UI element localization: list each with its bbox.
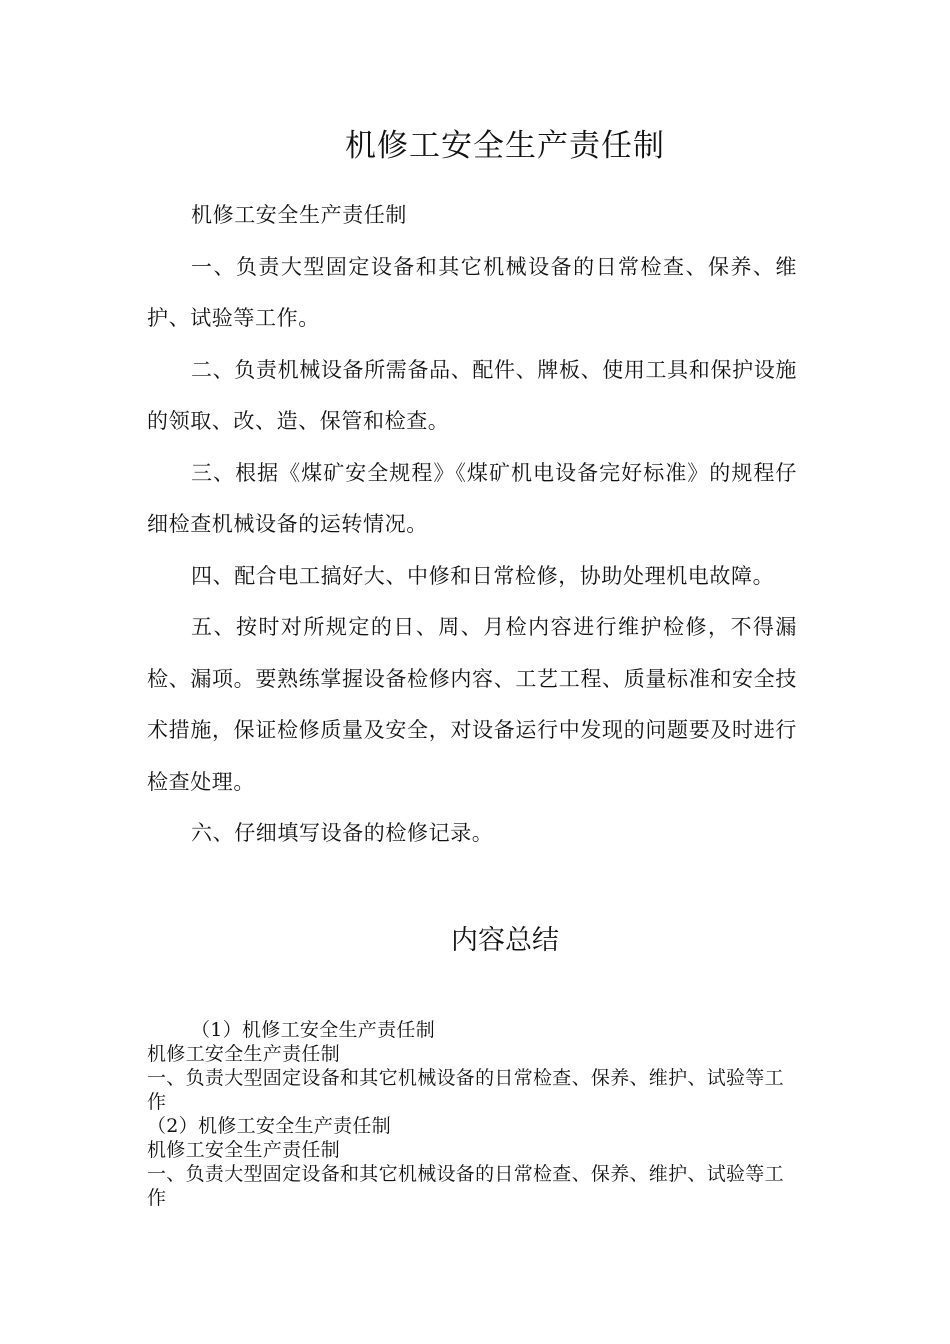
paragraph-item-2: 二、负责机械设备所需备品、配件、牌板、使用工具和保护设施的领取、改、造、保管和检查。 (147, 357, 797, 433)
summary-item-line: 机修工安全生产责任制 (147, 1043, 341, 1065)
paragraph-item-5: 五、按时对所规定的日、周、月检内容进行维护检修，不得漏检、漏项。要熟练掌握设备检修内容、工艺工程、质量标准和安全技术措施，保证检修质量及安全，对设备运行中发现的问题要及时进行检查处理。 (147, 615, 797, 794)
summary-item-heading: （2）机修工安全生产责任制 (147, 1115, 391, 1137)
summary-item-line: 一、负责大型固定设备和其它机械设备的日常检查、保养、维护、试验等工作 (147, 1067, 784, 1113)
paragraph-item-1: 一、负责大型固定设备和其它机械设备的日常检查、保养、维护、试验等工作。 (147, 254, 797, 330)
document-title: 机修工安全生产责任制 (345, 128, 665, 164)
document-body (147, 190, 797, 860)
paragraph-item-4: 四、配合电工搞好大、中修和日常检修，协助处理机电故障。 (191, 563, 775, 588)
summary-item-line: 机修工安全生产责任制 (147, 1139, 341, 1161)
paragraph-heading: 机修工安全生产责任制 (191, 203, 407, 227)
summary-item-line: 一、负责大型固定设备和其它机械设备的日常检查、保养、维护、试验等工作 (147, 1163, 784, 1209)
paragraph-item-6: 六、仔细填写设备的检修记录。 (191, 821, 494, 845)
paragraph-item-3: 三、根据《煤矿安全规程》《煤矿机电设备完好标准》的规程仔细检查机械设备的运转情况。 (147, 460, 797, 536)
summary-section (147, 1018, 797, 1210)
summary-item-heading: （1）机修工安全生产责任制 (191, 1019, 435, 1041)
summary-title: 内容总结 (451, 925, 559, 956)
